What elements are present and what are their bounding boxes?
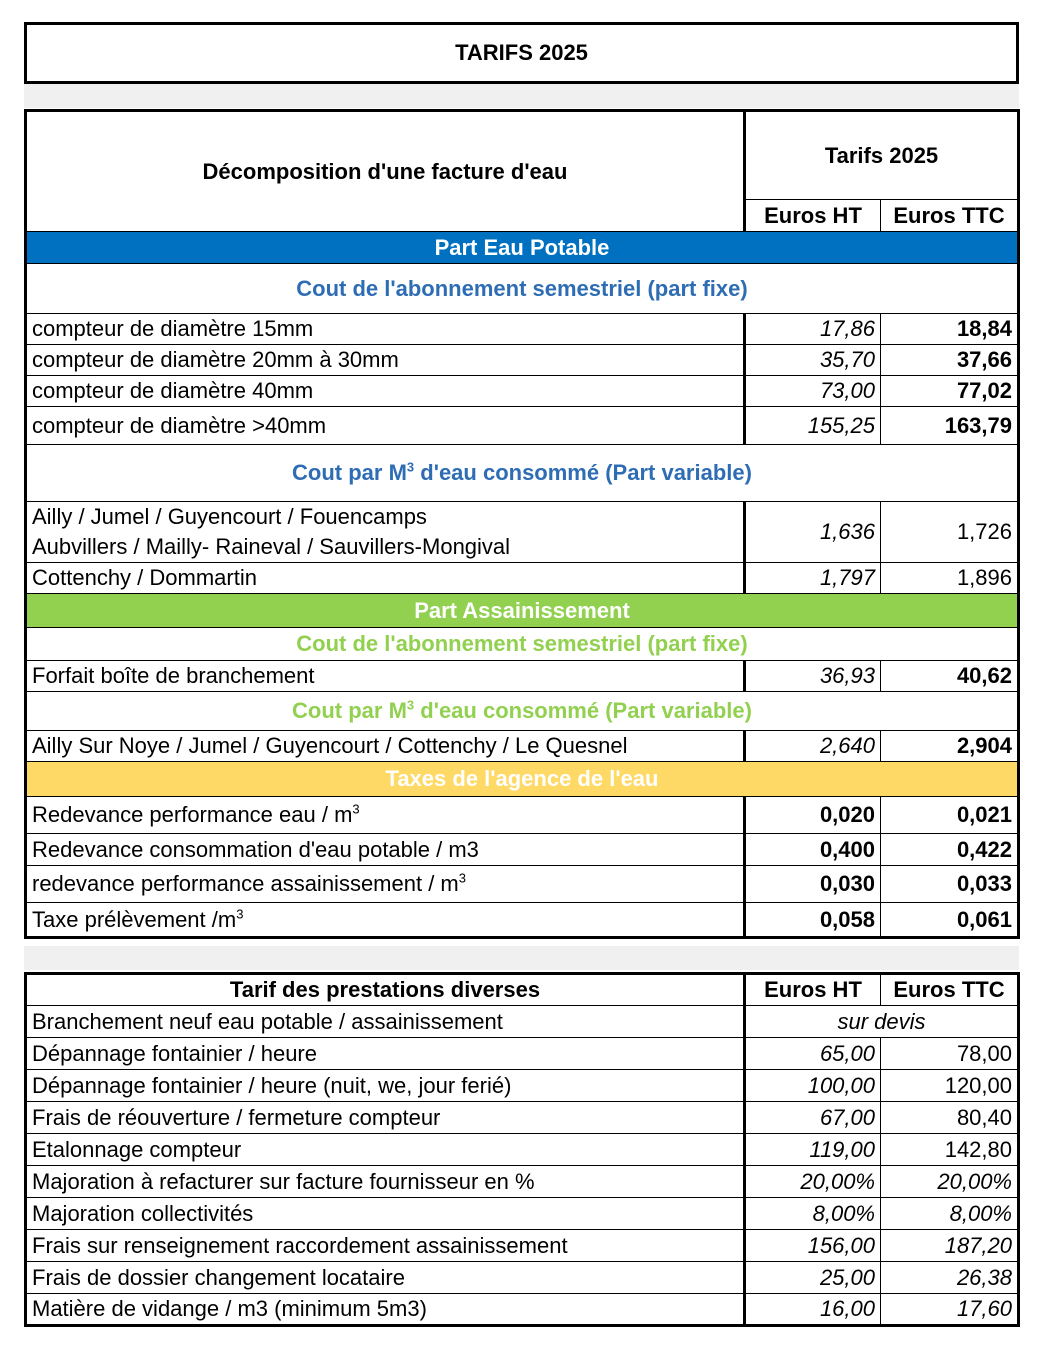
row-ttc: 80,40 <box>881 1102 1019 1134</box>
row-ttc: 0,422 <box>881 834 1019 866</box>
header-label: Décomposition d'une facture d'eau <box>26 111 745 232</box>
table-row <box>26 797 1019 834</box>
tarifs-table <box>24 109 1020 939</box>
section-eau-potable: Part Eau Potable <box>26 232 1019 264</box>
row-label: Dépannage fontainier / heure <box>26 1038 745 1070</box>
section-taxes: Taxes de l'agence de l'eau <box>26 762 1019 797</box>
table-row <box>26 345 1019 376</box>
row-ht: 8,00% <box>745 1198 881 1230</box>
spacer <box>24 946 1019 970</box>
table-row <box>26 376 1019 407</box>
row-label-line: Aubvillers / Mailly- Raineval / Sauvillers-Mongival <box>32 534 511 559</box>
row-ttc: 0,033 <box>881 866 1019 903</box>
row-ht: 25,00 <box>745 1262 881 1294</box>
subsection-eau-fixe: Cout de l'abonnement semestriel (part fixe) <box>26 264 1019 314</box>
row-ttc: 0,061 <box>881 903 1019 938</box>
row-label: Frais de dossier changement locataire <box>26 1262 745 1294</box>
row-ttc: 17,60 <box>881 1294 1019 1326</box>
superscript: 3 <box>458 870 466 886</box>
row-ht: 119,00 <box>745 1134 881 1166</box>
row-ht: 36,93 <box>745 661 881 692</box>
table-row <box>26 563 1019 594</box>
row-label: Frais de réouverture / fermeture compteur <box>26 1102 745 1134</box>
row-ttc: 2,904 <box>881 731 1019 762</box>
subsection-assain-fixe: Cout de l'abonnement semestriel (part fixe) <box>26 628 1019 661</box>
table-row <box>26 1294 1019 1326</box>
table-row <box>26 661 1019 692</box>
row-label: compteur de diamètre 15mm <box>26 314 745 345</box>
row-ht: 155,25 <box>745 407 881 445</box>
row-label <box>26 797 745 834</box>
row-label: compteur de diamètre >40mm <box>26 407 745 445</box>
row-label: Frais sur renseignement raccordement assainissement <box>26 1230 745 1262</box>
row-ht: 0,400 <box>745 834 881 866</box>
row-ht: 16,00 <box>745 1294 881 1326</box>
row-label-line: Ailly / Jumel / Guyencourt / Fouencamps <box>32 504 427 529</box>
row-label: Majoration collectivités <box>26 1198 745 1230</box>
row-label: Ailly Sur Noye / Jumel / Guyencourt / Cottenchy / Le Quesnel <box>26 731 745 762</box>
table-row <box>26 866 1019 903</box>
table-row <box>26 1230 1019 1262</box>
row-ht: 17,86 <box>745 314 881 345</box>
row-label <box>26 502 745 563</box>
subsection-eau-variable <box>26 445 1019 502</box>
table-row <box>26 1198 1019 1230</box>
subsection-title-a: Cout par M <box>292 460 407 485</box>
row-ht: 0,020 <box>745 797 881 834</box>
row-label-text: Redevance performance eau / m <box>32 802 353 827</box>
page-title: TARIFS 2025 <box>24 22 1019 84</box>
table-row <box>26 1166 1019 1198</box>
row-label: Forfait boîte de branchement <box>26 661 745 692</box>
row-label <box>26 866 745 903</box>
row-label: Matière de vidange / m3 (minimum 5m3) <box>26 1294 745 1326</box>
row-ht: 2,640 <box>745 731 881 762</box>
table-row <box>26 1006 1019 1038</box>
row-ht: 1,636 <box>745 502 881 563</box>
table-row <box>26 731 1019 762</box>
row-ttc: 0,021 <box>881 797 1019 834</box>
row-ht: 65,00 <box>745 1038 881 1070</box>
col-ttc-header: Euros TTC <box>881 974 1019 1006</box>
col-ttc-header: Euros TTC <box>881 200 1019 232</box>
row-merged-value: sur devis <box>745 1006 1019 1038</box>
row-ttc: 77,02 <box>881 376 1019 407</box>
table-row <box>26 1038 1019 1070</box>
superscript: 3 <box>406 459 415 475</box>
superscript: 3 <box>236 906 244 922</box>
row-ttc: 163,79 <box>881 407 1019 445</box>
row-ttc: 20,00% <box>881 1166 1019 1198</box>
table-row <box>26 407 1019 445</box>
row-ht: 35,70 <box>745 345 881 376</box>
row-ttc: 187,20 <box>881 1230 1019 1262</box>
row-ttc: 1,896 <box>881 563 1019 594</box>
row-label: compteur de diamètre 20mm à 30mm <box>26 345 745 376</box>
table-row <box>26 903 1019 938</box>
row-ttc: 1,726 <box>881 502 1019 563</box>
row-label: Cottenchy / Dommartin <box>26 563 745 594</box>
row-ttc: 40,62 <box>881 661 1019 692</box>
subsection-title-b: d'eau consommé (Part variable) <box>414 460 752 485</box>
row-ttc: 37,66 <box>881 345 1019 376</box>
row-ht: 73,00 <box>745 376 881 407</box>
row-label: Dépannage fontainier / heure (nuit, we, jour ferié) <box>26 1070 745 1102</box>
table-row <box>26 1262 1019 1294</box>
row-label: Majoration à refacturer sur facture fournisseur en % <box>26 1166 745 1198</box>
row-label <box>26 903 745 938</box>
row-label: Redevance consommation d'eau potable / m3 <box>26 834 745 866</box>
row-ht: 67,00 <box>745 1102 881 1134</box>
table-row <box>26 1134 1019 1166</box>
subsection-title-a: Cout par M <box>292 698 407 723</box>
row-label-text: Taxe prélèvement /m <box>32 906 237 932</box>
col-ht-header: Euros HT <box>745 200 881 232</box>
table-row <box>26 1070 1019 1102</box>
row-ttc: 142,80 <box>881 1134 1019 1166</box>
row-label: compteur de diamètre 40mm <box>26 376 745 407</box>
row-ht: 156,00 <box>745 1230 881 1262</box>
table-row <box>26 834 1019 866</box>
header-tarifs: Tarifs 2025 <box>745 111 1019 200</box>
table-row <box>26 1102 1019 1134</box>
superscript: 3 <box>352 801 360 817</box>
subsection-assain-variable <box>26 692 1019 731</box>
row-ttc: 8,00% <box>881 1198 1019 1230</box>
row-ht: 0,058 <box>745 903 881 938</box>
prestations-table <box>24 972 1020 1327</box>
section-assainissement: Part Assainissement <box>26 594 1019 628</box>
row-ht: 100,00 <box>745 1070 881 1102</box>
row-ttc: 18,84 <box>881 314 1019 345</box>
row-ttc: 120,00 <box>881 1070 1019 1102</box>
subsection-title-b: d'eau consommé (Part variable) <box>414 698 752 723</box>
row-label-text: redevance performance assainissement / m <box>32 871 459 896</box>
row-ttc: 78,00 <box>881 1038 1019 1070</box>
col-ht-header: Euros HT <box>745 974 881 1006</box>
table-row <box>26 314 1019 345</box>
superscript: 3 <box>406 697 415 713</box>
spacer <box>24 84 1019 108</box>
row-label: Etalonnage compteur <box>26 1134 745 1166</box>
row-ttc: 26,38 <box>881 1262 1019 1294</box>
row-ht: 0,030 <box>745 866 881 903</box>
table-row <box>26 502 1019 563</box>
row-ht: 20,00% <box>745 1166 881 1198</box>
row-label: Branchement neuf eau potable / assainissement <box>26 1006 745 1038</box>
prestations-header: Tarif des prestations diverses <box>26 974 745 1006</box>
row-ht: 1,797 <box>745 563 881 594</box>
